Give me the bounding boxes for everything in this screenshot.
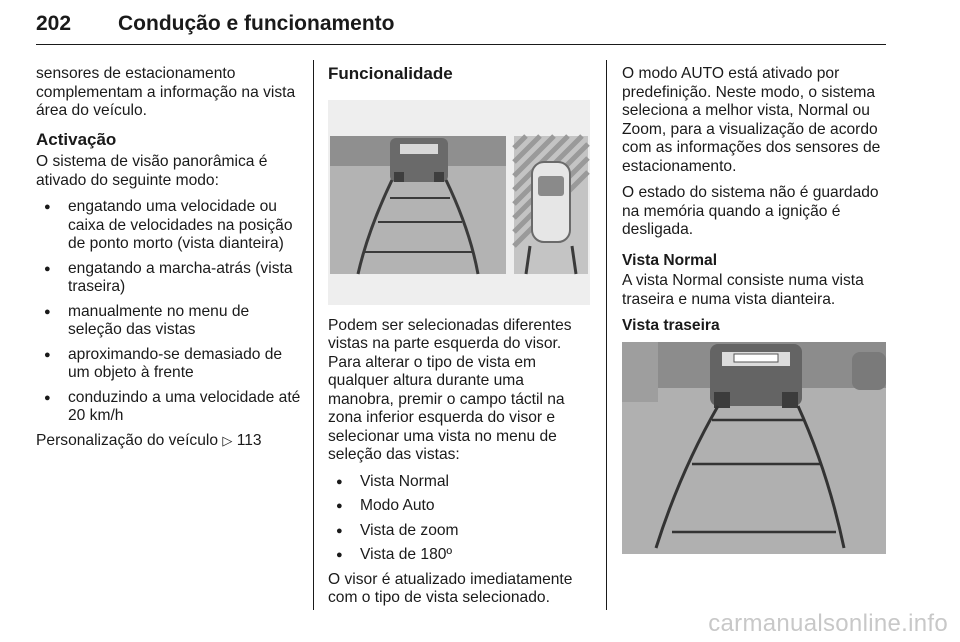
column-divider [606,60,607,610]
watermark: carmanualsonline.info [708,610,948,637]
page-number: 202 [36,12,72,35]
list-item: ● Modo Auto [328,497,590,516]
update-paragraph: O visor é atualizado imediatamente com o tipo de vista selecionado. [328,570,573,606]
memory-paragraph: O estado do sistema não é guardado na memória quando a ignição é desligada. [622,184,879,238]
list-item: ● manualmente no menu de seleção das vistas [36,303,302,340]
section-heading-activation: Activação [36,129,117,149]
activation-paragraph: O sistema de visão panorâmica é ativado do seguinte modo: [36,153,268,189]
list-item: ● Vista Normal [328,473,590,492]
list-item: ● engatando uma velocidade ou caixa de velocidades na posição de ponto morto (vista dianteira) [36,198,302,254]
personalization-reference[interactable] [36,432,302,451]
column-1 [36,65,302,458]
functionality-paragraph: Podem ser selecionadas diferentes vistas na parte esquerda do visor. Para alterar o tipo de vista em qualquer altura durante uma manobra, premir o campo táctil na zona inferior esquerda do visor e selecionar uma vista no menu de seleção das vistas: [328,316,572,463]
column-2 [328,65,590,616]
column-3 [622,65,888,554]
reference-text: Personalização do veículo [36,431,219,449]
page-title: Condução e funcionamento [118,12,395,35]
intro-paragraph: sensores de estacionamento complementam a informação na vista área do veículo. [36,65,296,119]
column-divider [313,60,314,610]
view-options-list [328,473,590,565]
page-header [36,6,886,45]
reference-page: 113 [236,431,262,449]
section-heading-rear-view: Vista traseira [622,317,720,334]
list-item: ● Vista de zoom [328,522,590,541]
page-reference-icon: ▷ [222,432,233,448]
list-item: ● Vista de 180º [328,546,590,565]
list-item: ● engatando a marcha-atrás (vista traseira) [36,260,302,297]
list-item: ● aproximando-se demasiado de um objeto à frente [36,346,302,383]
camera-display-illustration [328,100,590,305]
normal-view-paragraph: A vista Normal consiste numa vista traseira e numa vista dianteira. [622,272,864,308]
section-heading-functionality: Funcionalidade [328,64,453,83]
list-item: ● conduzindo a uma velocidade até 20 km/h [36,389,302,426]
rear-camera-illustration [622,342,886,554]
auto-mode-paragraph: O modo AUTO está ativado por predefinição. Neste modo, o sistema seleciona a melhor vista, Normal ou Zoom, para a visualização de acordo com as informações dos sensores de estacionamento. [622,65,881,175]
activation-list [36,198,302,426]
section-heading-normal-view: Vista Normal [622,251,718,269]
